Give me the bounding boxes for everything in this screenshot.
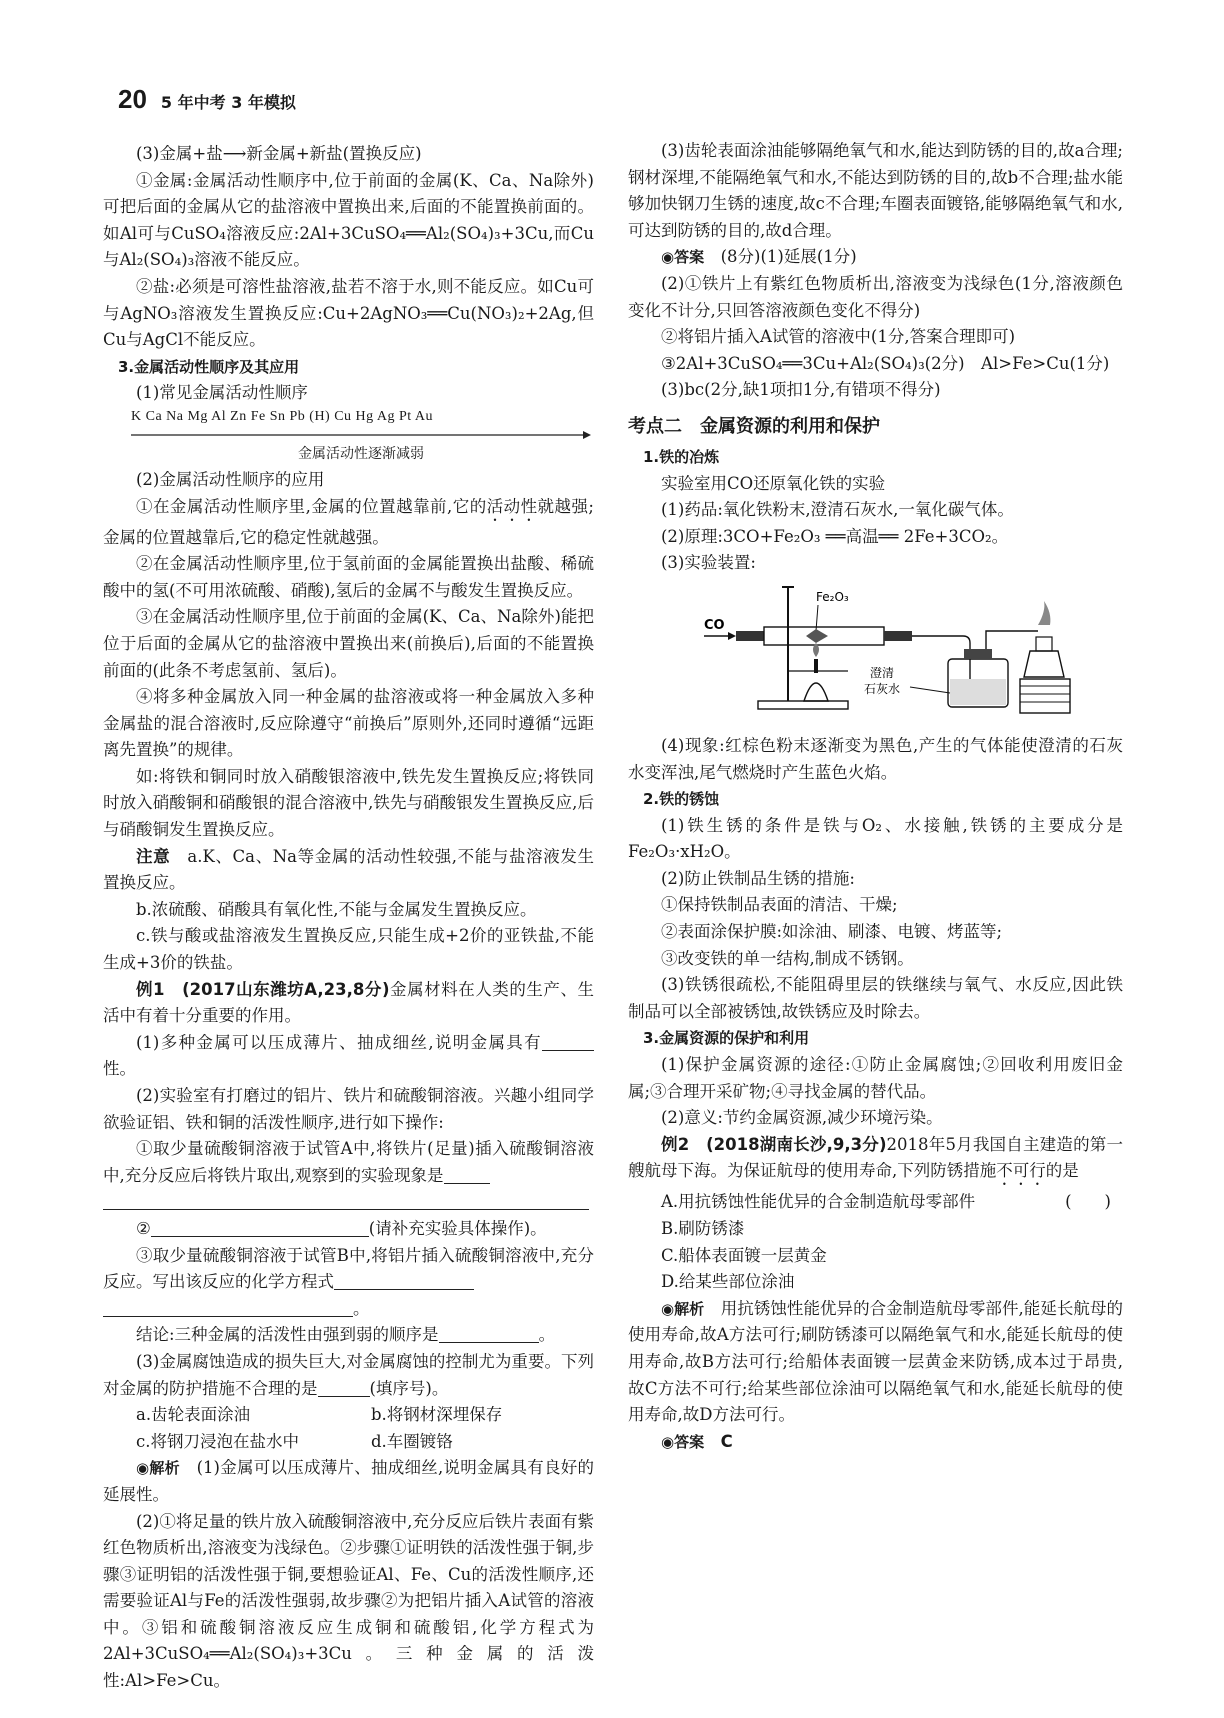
text: 用抗锈蚀性能优异的合金制造航母零部件,能延长航母的使用寿命,故A方法可行;刷防锈漆可以隔绝氧气和水,能延长航母的使用寿命,故B方法可行;给船体表面镀一层黄金来防锈,成本过于昂贵,故C方法不可行;给某些部位涂油可以隔绝氧气和水,能延长航母的使用寿命,故D方法可行。 bbox=[628, 1298, 1124, 1425]
question bbox=[103, 1189, 594, 1216]
paragraph: (3)金属+盐⟶新金属+新盐(置换反应) bbox=[136, 144, 422, 163]
question bbox=[103, 1136, 594, 1189]
option-row bbox=[103, 1402, 594, 1429]
text: 2018年5月我国自主建造的第一艘航母下海。为保证航母的使用寿命,下列防锈措施 bbox=[628, 1134, 1123, 1181]
question bbox=[103, 1296, 594, 1323]
example-label: 例1 bbox=[136, 979, 165, 999]
co-label: CO bbox=[704, 617, 725, 633]
option-row bbox=[103, 1429, 594, 1456]
paragraph: (1)铁生锈的条件是铁与O₂、水接触,铁锈的主要成分是Fe₂O₃·xH₂O。 bbox=[628, 815, 1123, 862]
paragraph: b.浓硫酸、硝酸具有氧化性,不能与金属发生置换反应。 bbox=[136, 899, 537, 919]
paragraph: ④将多种金属放入同一种金属的盐溶液或将一种金属放入多种金属盐的混合溶液时,反应除遵守“前换后”原则外,还同时遵循“远距离先置换”的规律。 bbox=[103, 687, 594, 760]
text: ② bbox=[136, 1218, 151, 1238]
analysis-label: ◉解析 bbox=[136, 1459, 180, 1478]
option-b: b.将钢材深埋保存 bbox=[371, 1405, 503, 1425]
example-heading bbox=[103, 977, 594, 1030]
lime-water-label-1: 澄清 bbox=[870, 665, 895, 680]
activity-series-label: 金属活动性逐渐减弱 bbox=[298, 445, 424, 462]
option-c: c.将钢刀浸泡在盐水中 bbox=[136, 1431, 299, 1451]
paragraph: ①保持铁制品表面的清洁、干燥; bbox=[661, 895, 898, 915]
paragraph: ②在金属活动性顺序里,位于氢前面的金属能置换出盐酸、稀硫酸中的氢(不可用浓硫酸、硝酸),氢后的金属不与酸发生置换反应。 bbox=[103, 554, 594, 600]
paragraph: (4)现象:红棕色粉末逐渐变为黑色,产生的气体能使澄清的石灰水变浑浊,尾气燃烧时产生蓝色火焰。 bbox=[628, 735, 1123, 782]
answer-bracket[interactable]: ( ) bbox=[1065, 1192, 1111, 1212]
analysis-label: ◉解析 bbox=[661, 1299, 705, 1318]
paragraph: (2)原理:3CO+Fe₂O₃ ══高温══ 2Fe+3CO₂。 bbox=[661, 526, 1009, 546]
answer-paragraph: ③2Al+3CuSO₄══3Cu+Al₂(SO₄)₃(2分) Al>Fe>Cu(1分) bbox=[661, 353, 1110, 373]
page-number: 20 bbox=[118, 84, 147, 114]
arrow-right-icon bbox=[131, 430, 591, 440]
answer-blank[interactable] bbox=[444, 1165, 490, 1184]
paragraph: (2)金属活动性顺序的应用 bbox=[136, 469, 325, 489]
section-heading: 2.铁的锈蚀 bbox=[643, 790, 720, 809]
option-d: D.给某些部位涂油 bbox=[661, 1272, 795, 1292]
section-heading: 3.金属资源的保护和利用 bbox=[643, 1029, 810, 1048]
option-c: C.船体表面镀一层黄金 bbox=[661, 1245, 827, 1265]
option-d: d.车圈镀铬 bbox=[371, 1431, 453, 1451]
right-column bbox=[628, 138, 1123, 1455]
analysis-paragraph: (3)齿轮表面涂油能够隔绝氧气和水,能达到防锈的目的,故a合理;钢材深埋,不能隔绝氧气和水,不能达到防锈的目的,故b不合理;盐水能够加快钢刀生锈的速度,故c不合理;车圈表面镀铬,能够隔绝氧气和水,可达到防锈的目的,故d合理。 bbox=[628, 141, 1123, 240]
text: 就越强;金属的位置越靠后,它的稳定性就越强。 bbox=[103, 496, 594, 547]
paragraph: (3)铁锈很疏松,不能阻碍里层的铁继续与氧气、水反应,因此铁制品可以全部被锈蚀,故铁锈应及时除去。 bbox=[628, 975, 1123, 1021]
answer-value: C bbox=[720, 1431, 733, 1451]
paragraph: 实验室用CO还原氧化铁的实验 bbox=[661, 473, 886, 493]
lime-water-label-2: 石灰水 bbox=[864, 681, 901, 696]
apparatus-diagram bbox=[698, 581, 1123, 729]
answer-paragraph bbox=[628, 244, 1123, 271]
activity-series bbox=[131, 409, 591, 463]
left-column bbox=[103, 141, 594, 1695]
apparatus-illustration bbox=[698, 581, 1078, 725]
text: a.K、Ca、Na等金属的活动性较强,不能与盐溶液发生置换反应。 bbox=[103, 846, 595, 893]
question bbox=[103, 1216, 594, 1243]
paragraph: ③在金属活动性顺序里,位于前面的金属(K、Ca、Na除外)能把位于后面的金属从它的盐溶液中置换出来(前换后),后面的不能置换前面的(此条不考虑氢前、氢后)。 bbox=[103, 607, 594, 680]
paragraph: (2)意义:节约金属资源,减少环境污染。 bbox=[661, 1108, 943, 1128]
answer-blank[interactable] bbox=[103, 1298, 353, 1317]
note-label: 注意 bbox=[136, 846, 171, 866]
paragraph: ②盐:必须是可溶性盐溶液,盐若不溶于水,则不能反应。如Cu可与AgNO₃溶液发生置换反应:Cu+2AgNO₃══Cu(NO₃)₂+2Ag,但Cu与AgCl不能反应。 bbox=[103, 276, 594, 350]
question bbox=[103, 1349, 594, 1402]
answer-label: ◉答案 bbox=[661, 248, 705, 267]
answer-blank[interactable] bbox=[318, 1378, 370, 1397]
paragraph: (1)常见金属活动性顺序 bbox=[136, 383, 308, 403]
paragraph: (1)保护金属资源的途径:①防止金属腐蚀;②回收利用废旧金属;③合理开采矿物;④寻找金属的替代品。 bbox=[628, 1055, 1123, 1101]
answer-blank[interactable] bbox=[103, 1191, 589, 1210]
analysis-paragraph bbox=[628, 1296, 1123, 1429]
answer-paragraph: (3)bc(2分,缺1项扣1分,有错项不得分) bbox=[661, 380, 941, 400]
emphasis-text: 不可行 bbox=[996, 1161, 1046, 1181]
fe2o3-label: Fe₂O₃ bbox=[816, 589, 849, 604]
paragraph: ②表面涂保护膜:如涂油、刷漆、电镀、烤蓝等; bbox=[661, 922, 1003, 942]
question bbox=[103, 1030, 594, 1083]
activity-series-metals: K Ca Na Mg Al Zn Fe Sn Pb (H) Cu Hg Ag Pt Au bbox=[131, 408, 434, 424]
example-source: (2018湖南长沙,9,3分) bbox=[706, 1134, 887, 1154]
analysis-paragraph bbox=[103, 1455, 594, 1508]
answer-paragraph: (2)①铁片上有紫红色物质析出,溶液变为浅绿色(1分,溶液颜色变化不计分,只回答溶液颜色变化不得分) bbox=[628, 273, 1123, 320]
paragraph: (2)防止铁制品生锈的措施: bbox=[661, 868, 855, 888]
text: 结论:三种金属的活泼性由强到弱的顺序是 bbox=[136, 1325, 439, 1345]
book-title: 5 年中考 3 年模拟 bbox=[160, 93, 296, 112]
text: (1)金属可以压成薄片、抽成细丝,说明金属具有良好的延展性。 bbox=[103, 1458, 595, 1504]
answer-paragraph bbox=[628, 1429, 1123, 1456]
question bbox=[103, 1243, 594, 1296]
text: 。 bbox=[353, 1298, 370, 1318]
analysis-paragraph: (2)①将足量的铁片放入硫酸铜溶液中,充分反应后铁片表面有紫红色物质析出,溶液变为浅绿色。②步骤①证明铁的活泼性强于铜,步骤③证明铝的活泼性强于铜,要想验证Al、Fe、Cu的活泼性顺序,还需要验证Al与Fe的活泼性强弱,故步骤②为把铝片插入A试管的溶液中。③铝和硫酸铜溶液反应生成铜和硫酸铝,化学方程式为2Al+3CuSO₄══Al₂(SO₄)₃+3Cu。三种金属的活泼性:Al>Fe>Cu。 bbox=[103, 1511, 594, 1691]
answer-label: ◉答案 bbox=[661, 1432, 705, 1451]
text: (1)多种金属可以压成薄片、抽成细丝,说明金属具有 bbox=[136, 1032, 542, 1052]
section-title: 考点二 金属资源的利用和保护 bbox=[628, 415, 880, 437]
text: (3)金属腐蚀造成的损失巨大,对金属腐蚀的控制尤为重要。下列对金属的防护措施不合理的是 bbox=[103, 1351, 594, 1398]
paragraph: (1)药品:氧化铁粉末,澄清石灰水,一氧化碳气体。 bbox=[661, 500, 1014, 520]
paragraph: (3)实验装置: bbox=[661, 553, 756, 573]
paragraph: 如:将铁和铜同时放入硝酸银溶液中,铁先发生置换反应;将铁同时放入硝酸铜和硝酸银的混合溶液中,铁先与硝酸银发生置换反应,后与硝酸铜发生置换反应。 bbox=[103, 766, 594, 840]
answer-blank[interactable] bbox=[151, 1218, 369, 1237]
text: (请补充实验具体操作)。 bbox=[368, 1218, 547, 1238]
option-b: B.刷防锈漆 bbox=[661, 1219, 745, 1238]
answer-blank[interactable] bbox=[439, 1324, 539, 1343]
page-header bbox=[118, 84, 296, 114]
text: 性。 bbox=[103, 1059, 136, 1079]
question bbox=[103, 1322, 594, 1349]
option-a: A.用抗锈蚀性能优异的合金制造航母零部件 bbox=[661, 1192, 976, 1212]
paragraph bbox=[103, 494, 594, 552]
text: (8分)(1)延展(1分) bbox=[720, 247, 857, 267]
answer-paragraph: ②将铝片插入A试管的溶液中(1分,答案合理即可) bbox=[661, 327, 1016, 347]
example-source: (2017山东潍坊A,23,8分) bbox=[182, 979, 390, 999]
section-heading: 3.金属活动性顺序及其应用 bbox=[118, 357, 300, 376]
answer-blank[interactable] bbox=[334, 1271, 474, 1290]
option-a: a.齿轮表面涂油 bbox=[136, 1405, 251, 1425]
example-label: 例2 bbox=[661, 1134, 690, 1154]
note-paragraph bbox=[103, 844, 594, 897]
text: 。 bbox=[538, 1325, 556, 1345]
paragraph: c.铁与酸或盐溶液发生置换反应,只能生成+2价的亚铁盐,不能生成+3价的铁盐。 bbox=[103, 926, 594, 973]
text: ①在金属活动性顺序里,金属的位置越靠前,它的 bbox=[136, 496, 487, 516]
answer-blank[interactable] bbox=[542, 1032, 594, 1051]
text: (填序号)。 bbox=[369, 1378, 449, 1398]
text: 的是 bbox=[1045, 1161, 1079, 1181]
text: 金属材料在人类的生产、生活中有着十分重要的作用。 bbox=[103, 979, 595, 1026]
text: ①取少量硫酸铜溶液于试管A中,将铁片(足量)插入硫酸铜溶液中,充分反应后将铁片取出,观察到的实验现象是 bbox=[103, 1139, 594, 1185]
emphasis-text: 活动性 bbox=[486, 496, 538, 516]
question: (2)实验室有打磨过的铝片、铁片和硫酸铜溶液。兴趣小组同学欲验证铝、铁和铜的活泼性顺序,进行如下操作: bbox=[103, 1086, 594, 1132]
section-heading: 1.铁的冶炼 bbox=[643, 447, 720, 466]
paragraph: ③改变铁的单一结构,制成不锈钢。 bbox=[661, 948, 914, 968]
paragraph: ①金属:金属活动性顺序中,位于前面的金属(K、Ca、Na除外)可把后面的金属从它的盐溶液中置换出来,后面的不能置换前面的。如Al可与CuSO₄溶液反应:2Al+3CuSO₄══Al₂(SO₄)₃+3Cu,而Cu与Al₂(SO₄)₃溶液不能反应。 bbox=[103, 170, 594, 270]
text: ③取少量硫酸铜溶液于试管B中,将铝片插入硫酸铜溶液中,充分反应。写出该反应的化学方程式 bbox=[103, 1245, 594, 1292]
